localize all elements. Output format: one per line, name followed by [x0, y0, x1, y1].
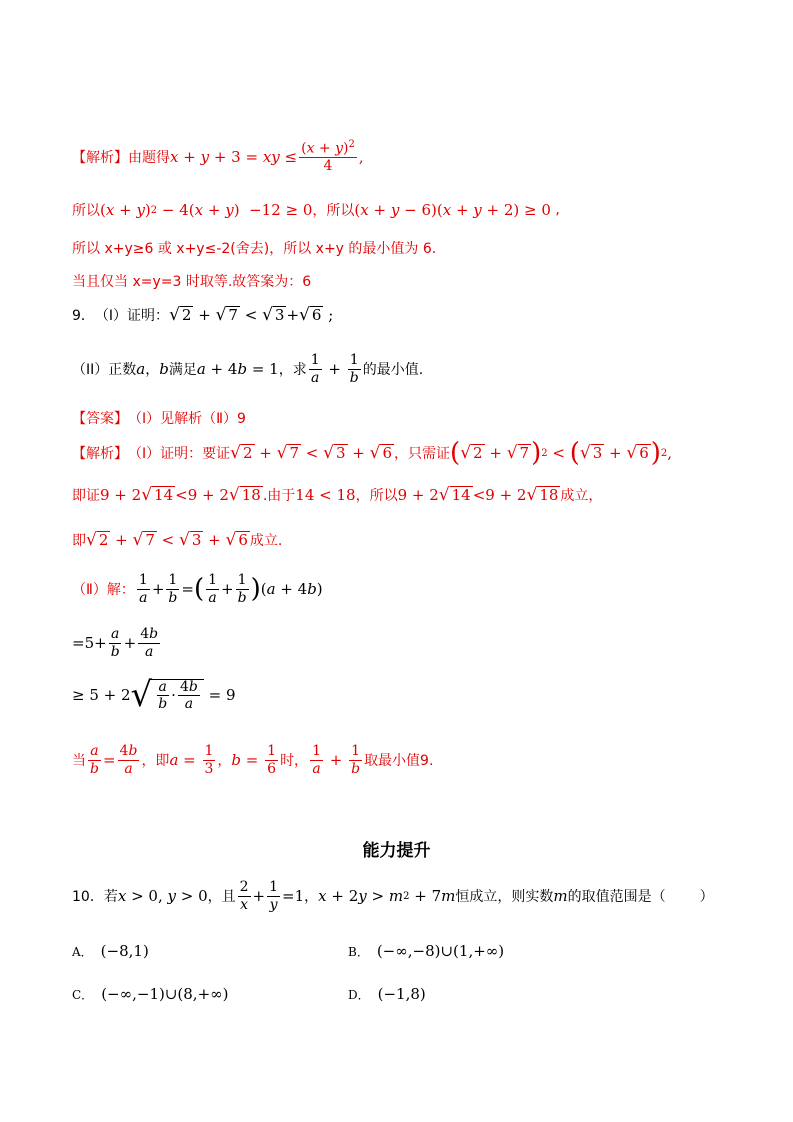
text: ，且: [207, 889, 236, 906]
text: ，所以: [355, 488, 398, 504]
expansion: $\frac{1}{a}$ + $\frac{1}{b}$ = ( $\frac{1}{a}$ + $\frac{1}{b}$ ) ( a + 4 b ): [138, 572, 323, 606]
text: 10．若: [72, 889, 118, 906]
inequality: √ 2 + √ 7 < √ 3 + √ 6 ;: [169, 305, 334, 326]
solution-line-2: [72, 485, 602, 505]
inequality: √ 2 + √ 7 < √ 3 + √ 6: [86, 530, 248, 551]
option-c[interactable]: [72, 985, 228, 1003]
section-title: 能力提升: [362, 841, 431, 861]
analysis-tag: 【解析】: [72, 150, 128, 167]
option-label: B．: [348, 944, 369, 959]
option-a[interactable]: [72, 942, 149, 960]
solution-line-1: [72, 440, 672, 466]
text: ，即: [141, 753, 170, 770]
text: 满足: [168, 362, 197, 379]
a-value: a = $\frac{1}{3}$: [169, 743, 214, 777]
text: .由于: [262, 488, 296, 504]
option-label: A．: [72, 944, 93, 959]
analysis-line-1: [72, 140, 364, 174]
text: 所以: [72, 203, 100, 219]
text: ，求: [278, 362, 307, 379]
expression: $\frac{1}{a}$ + $\frac{1}{b}$: [310, 352, 359, 386]
inequality: x + 2 y > m 2 + 7 m: [318, 887, 456, 906]
text: ）: [699, 889, 714, 906]
option-b[interactable]: [348, 942, 504, 960]
text: （I）证明：: [94, 308, 170, 324]
text: （Ⅰ）见解析（Ⅱ）9: [128, 411, 246, 427]
text: 成立，: [560, 488, 603, 504]
condition: a + 4 b = 1: [196, 360, 279, 379]
expression: $\frac{1}{a}$ + $\frac{1}{b}$: [312, 743, 361, 777]
text: 即: [72, 533, 86, 549]
equality-condition: $\frac{a}{b}$ = $\frac{4b}{a}$: [90, 743, 138, 777]
text: 即证: [72, 488, 100, 504]
text: （II）正数: [72, 362, 137, 379]
solution-line-6: [72, 675, 236, 715]
question-9-part-2: （II）正数 a ， b 满足 a + 4 b = 1 ，求 $\frac{1}{a}$ + $\frac{1}{b}$ 的最小值.: [72, 352, 424, 386]
analysis-line-4: [72, 271, 311, 291]
text: 时，: [280, 753, 309, 770]
solution-line-3: [72, 530, 282, 550]
option-value: (−8,1): [100, 942, 149, 960]
text: 的取值范围是（: [567, 889, 666, 906]
question-9-part-1: [72, 305, 333, 325]
b-value: b = $\frac{1}{6}$: [231, 743, 277, 777]
constraint: $\frac{2}{x}$ + $\frac{1}{y}$ =1: [239, 879, 305, 913]
inequality-1: ( x + y ) 2 − 4( x + y ) −12 ≥ 0: [100, 201, 313, 219]
option-d[interactable]: [348, 985, 426, 1003]
analysis-tag: 【解析】: [72, 446, 128, 462]
expression: =5+ $\frac{a}{b}$ + $\frac{4b}{a}$: [72, 626, 159, 660]
analysis-line-2: 所以 ( x + y ) 2 − 4( x + y ) −12 ≥ 0 ，所以 ( x + y − 6)( x + y + 2) ≥ 0 ,: [72, 201, 560, 219]
text: （Ⅰ）证明：要证: [128, 446, 231, 462]
answer-line: [72, 408, 246, 428]
inequality-a: 9 + 2 √ 14 <9 + 2 √ 18: [100, 485, 261, 506]
solution-line-4: [72, 573, 323, 605]
question-number: 9．: [72, 308, 95, 324]
squared-inequality: ( √ 2 + √ 7 ) 2 < ( √ 3 + √ 6 ) 2 ,: [450, 438, 673, 468]
question-10: 10．若 x > 0, y > 0 ，且 $\frac{2}{x}$ + $\frac{1}{y}$ =1 ， x + 2 y > m 2 + 7 m 恒成立，则实数 m 的取值范围是（ ）: [72, 879, 714, 913]
text: （Ⅱ）解：: [72, 582, 135, 599]
text: 当且仅当 x=y=3 时取等.故答案为：6: [72, 274, 312, 290]
text: ，只需证: [394, 446, 451, 462]
option-value: (−∞,−1)∪(8,+∞): [101, 985, 229, 1003]
text: 恒成立，则实数: [455, 889, 554, 906]
text: 所以 x+y≥6 或 x+y≤-2(舍去)，所以 x+y 的最小值为 6.: [72, 241, 437, 257]
option-label: C．: [72, 987, 94, 1002]
am-gm-inequality: ≥ 5 + 2 √ $\frac{a}{b}$ · $\frac{4b}{a}$ = 9: [72, 675, 236, 715]
option-value: (−1,8): [377, 985, 426, 1003]
text: 的最小值.: [362, 362, 424, 379]
comparison: 14 < 18: [295, 486, 356, 504]
equation: x + y + 3 = xy ≤ $\frac{(x + y)^2}{4}$ ,: [170, 139, 364, 175]
solution-line-7: 当 $\frac{a}{b}$ = $\frac{4b}{a}$ ，即 a = $\frac{1}{3}$ ， b = $\frac{1}{6}$ 时， $\frac{1}{a}$ + $\frac{1}{b}$ 取最小值9.: [72, 743, 434, 777]
answer-tag: 【答案】: [72, 411, 128, 427]
text: 当: [72, 753, 86, 770]
condition-xy: x > 0, y > 0: [117, 887, 208, 906]
inequality-2: ( x + y − 6)( x + y + 2) ≥ 0: [354, 201, 551, 219]
text: 成立.: [249, 533, 283, 549]
solution-line-5: [72, 627, 162, 659]
option-value: (−∞,−8)∪(1,+∞): [376, 942, 505, 960]
option-label: D．: [348, 987, 370, 1002]
text: 取最小值9.: [364, 753, 434, 770]
inequality: √ 2 + √ 7 < √ 3 + √ 6: [230, 443, 393, 464]
text: 由题得: [128, 150, 170, 167]
text: ，所以: [312, 203, 355, 219]
analysis-line-3: [72, 238, 436, 258]
inequality-b: 9 + 2 √ 14 <9 + 2 √ 18: [397, 485, 559, 506]
